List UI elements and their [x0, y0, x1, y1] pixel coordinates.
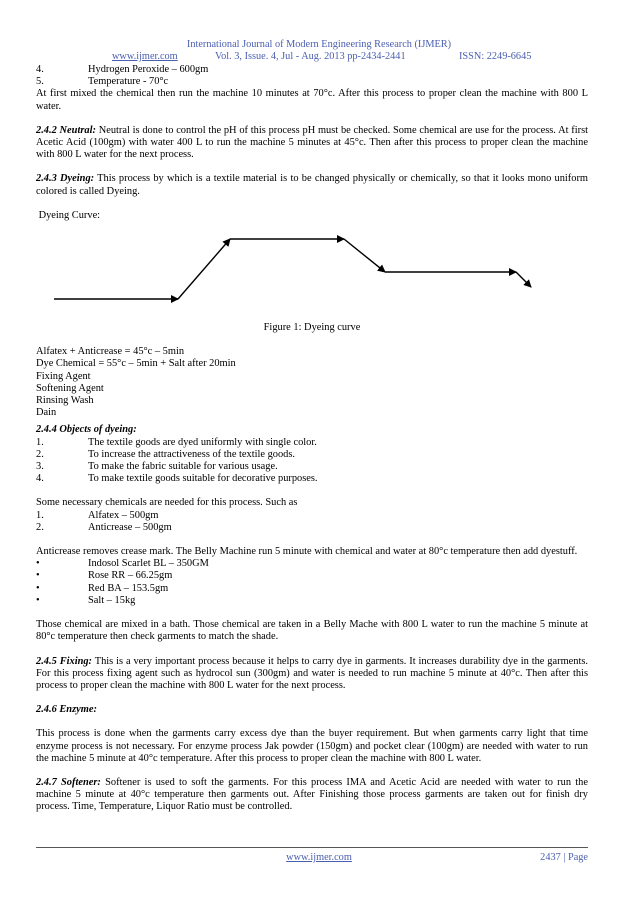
section-heading: 2.4.6 Enzyme: [36, 704, 97, 716]
enzyme-paragraph: This process is done when the garments carry excess dye than the buyer requirement. But when garments carry light that time enzyme process is not necessary. For enzyme process Jak powder (150gm) and pocket clear (100gm) are needed with water to run the machine 5 minute at 40°c temperature. After this process to proper clean the machine with 800 L water. [36, 728, 588, 764]
list-number: 4. [36, 473, 44, 485]
dyeing-curve-figure [36, 222, 588, 322]
bullet-icon: • [36, 594, 40, 606]
header-volume: Vol. 3, Issue. 4, Jul - Aug. 2013 pp-2434-2441 [215, 51, 406, 62]
section-text: This is a very important process because it helps to carry dye in garments. It increases durability dye in the garments. For this process fixing agent such as hydrocol sun (300gm) and water is needed to run machine 5 minute at 40°c. Then after this process to proper clean the machine with 800 L water for the next process. [36, 655, 588, 691]
recipe-line: Softening Agent [36, 382, 104, 394]
dyeing-curve-diagram [50, 222, 570, 312]
recipe-line: Dye Chemical = 55°c – 5min + Salt after 20min [36, 358, 236, 370]
recipe-line: Rinsing Wash [36, 395, 94, 407]
list-text: Alfatex – 500gm [88, 509, 159, 521]
list-text: To make textile goods suitable for decorative purposes. [88, 473, 318, 485]
bleach-paragraph: At first mixed the chemical then run the machine 10 minutes at 70°c. After this process to proper clean the machine with 800 L water. [36, 88, 588, 112]
bullet-item [36, 570, 588, 582]
header-issn: ISSN: 2249-6645 [459, 51, 532, 62]
list-text: Red BA – 153.5gm [88, 582, 169, 594]
fixing-section [36, 656, 588, 693]
list-text: Rose RR – 66.25gm [88, 570, 173, 582]
page-number: 2437 | Page [540, 852, 588, 863]
anticrease-paragraph: Anticrease removes crease mark. The Belly Machine run 5 minute with chemical and water at 80°c temperature then add dyestuff. [36, 546, 578, 558]
list-text: Anticrease – 500gm [88, 521, 172, 533]
curve-segment-drain [516, 272, 531, 287]
list-item [36, 449, 588, 461]
list-number: 2. [36, 448, 44, 460]
bullet-item [36, 558, 588, 570]
section-text: This process by which is a textile material is to be changed physically or chemically, so that it looks mono uniform colored is called Dyeing. [36, 173, 589, 197]
footer-divider [36, 847, 588, 848]
softener-section [36, 777, 588, 814]
dyeing-section [36, 173, 588, 197]
list-item [36, 510, 588, 522]
list-number: 5. [36, 76, 44, 88]
header-website-link[interactable]: www.ijmer.com [112, 51, 178, 62]
curve-segment-rise [178, 239, 230, 299]
list-number: 1. [36, 509, 44, 521]
section-text: Neutral is done to control the pH of this process pH must be checked. Some chemical are use for the process. At first Acetic Acid (100gm) with water 400 L to run the machine 5 minutes at 45°c. Then after this process to proper clean the machine with 800 L water for the next process. [36, 124, 588, 161]
list-text: Temperature - 70°c [88, 76, 169, 88]
list-item [36, 522, 588, 534]
bullet-item [36, 583, 588, 595]
curve-segment-cool [344, 239, 385, 272]
list-item [36, 437, 588, 449]
bullet-icon: • [36, 558, 40, 570]
section-text: Softener is used to soft the garments. For this process IMA and Acetic Acid are needed with water to run the machine 5 minute at 40°c temperature then garments out. After Finishing those process garments are taken out for finish dry process. Time, Temperature, Liquor Ratio must be controlled. [36, 776, 588, 813]
list-item [36, 473, 588, 485]
recipe-list [36, 346, 588, 419]
list-item [36, 64, 588, 76]
list-text: Indosol Scarlet BL – 350GM [88, 558, 209, 570]
section-heading: 2.4.4 Objects of dyeing: [36, 424, 137, 436]
list-text: To make the fabric suitable for various usage. [88, 461, 278, 473]
section-heading: 2.4.5 Fixing: [36, 655, 93, 667]
list-text: Hydrogen Peroxide – 600gm [88, 64, 209, 75]
list-number: 2. [36, 521, 44, 533]
section-heading: 2.4.3 Dyeing: [36, 173, 95, 185]
section-heading: 2.4.2 Neutral: [36, 124, 96, 136]
list-item [36, 461, 588, 473]
list-number: 4. [36, 64, 44, 75]
figure-caption: Figure 1: Dyeing curve [263, 322, 361, 334]
neutral-section [36, 125, 588, 162]
journal-title: International Journal of Modern Engineering Research (IJMER) [186, 39, 452, 50]
dyeing-curve-label: Dyeing Curve: [36, 209, 101, 221]
bullet-item [36, 595, 588, 607]
page-body [36, 64, 588, 814]
list-number: 3. [36, 461, 44, 473]
section-heading: 2.4.7 Softener: [36, 776, 101, 788]
chemicals-intro: Some necessary chemicals are needed for this process. Such as [36, 497, 298, 509]
list-item [36, 76, 588, 88]
list-text: To increase the attractiveness of the textile goods. [88, 448, 296, 460]
recipe-line: Dain [36, 407, 57, 419]
mix-paragraph: Those chemical are mixed in a bath. Those chemical are taken in a Belly Mache with 800 L water to run the machine 5 minute at 80°c temperature then check garments to match the shade. [36, 619, 588, 643]
bullet-icon: • [36, 582, 40, 594]
list-text: Salt – 15kg [88, 594, 136, 606]
bullet-icon: • [36, 570, 40, 582]
recipe-line: Fixing Agent [36, 370, 91, 382]
list-number: 1. [36, 436, 44, 448]
recipe-line: Alfatex + Anticrease = 45°c – 5min [36, 346, 185, 358]
footer-website-link[interactable]: www.ijmer.com [286, 852, 352, 863]
list-text: The textile goods are dyed uniformly with single color. [88, 436, 317, 448]
